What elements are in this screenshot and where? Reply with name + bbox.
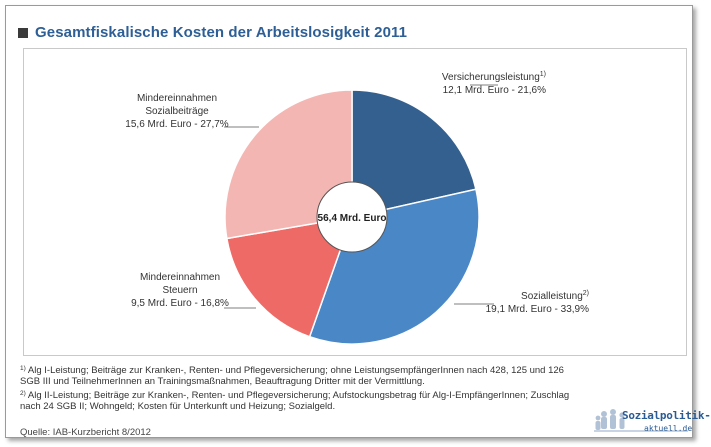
donut-chart xyxy=(24,49,688,357)
slice-label-title-versicherung: Versicherungsleistung$^{1)}$ xyxy=(441,71,546,83)
footnote-2 xyxy=(20,388,580,412)
chart-frame xyxy=(5,5,711,438)
slice-label-subtitle-beitraege: Sozialbeiträge xyxy=(145,106,209,117)
footnote-1-text: Alg I-Leistung; Beiträge zur Kranken-, Renten- und Pflegeversicherung; ohne LeistungsempfängerInnen nach 428, 125 und 126 SGB III und TeilnehmerInnen an Trainingsmaßnahmen, Beauftragung Dritter mit der Vermittlung. xyxy=(20,365,564,387)
footnote-2-text: Alg II-Leistung; Beiträge zur Kranken-, Renten- und Pflegeversicherung; Aufstockungsbetrag für Alg-I-EmpfängerInnen; Zuschlag nach 24 SGB II; Wohngeld; Kosten für Unterkunft und Heizung; Sozialgeld. xyxy=(20,390,570,412)
slice-label-subtitle-steuern: Steuern xyxy=(162,285,198,296)
title-square-icon xyxy=(18,28,28,38)
footnote-1-marker: 1) xyxy=(20,365,26,372)
slice-label-value-beitraege: 15,6 Mrd. Euro - 27,7% xyxy=(125,119,229,130)
slice-label-value-versicherung: 12,1 Mrd. Euro - 21,6% xyxy=(442,85,546,96)
center-total-label: 56,4 Mrd. Euro xyxy=(317,213,387,224)
slice-label-title-sozial: Sozialleistung$^{2)}$ xyxy=(521,290,589,302)
sozialpolitik-logo xyxy=(592,400,711,440)
page-title: Gesamtfiskalische Kosten der Arbeitslosigkeit 2011 xyxy=(35,24,408,41)
slice-label-value-sozial: 19,1 Mrd. Euro - 33,9% xyxy=(485,304,589,315)
slice-label-title-steuern: Mindereinnahmen xyxy=(139,272,221,283)
logo-text-line2: aktuell.de xyxy=(644,424,693,433)
slice-label-title-beitraege: Mindereinnahmen xyxy=(136,93,218,104)
chart-area xyxy=(23,48,687,356)
logo-text-line1: Sozialpolitik- xyxy=(622,409,711,422)
footnote-1 xyxy=(20,363,580,387)
source-note: Quelle: IAB-Kurzbericht 8/2012 xyxy=(20,427,151,438)
title-row xyxy=(18,24,407,41)
footnote-2-marker: 2) xyxy=(20,390,26,397)
slice-label-value-steuern: 9,5 Mrd. Euro - 16,8% xyxy=(131,298,229,309)
footnotes xyxy=(20,363,580,413)
